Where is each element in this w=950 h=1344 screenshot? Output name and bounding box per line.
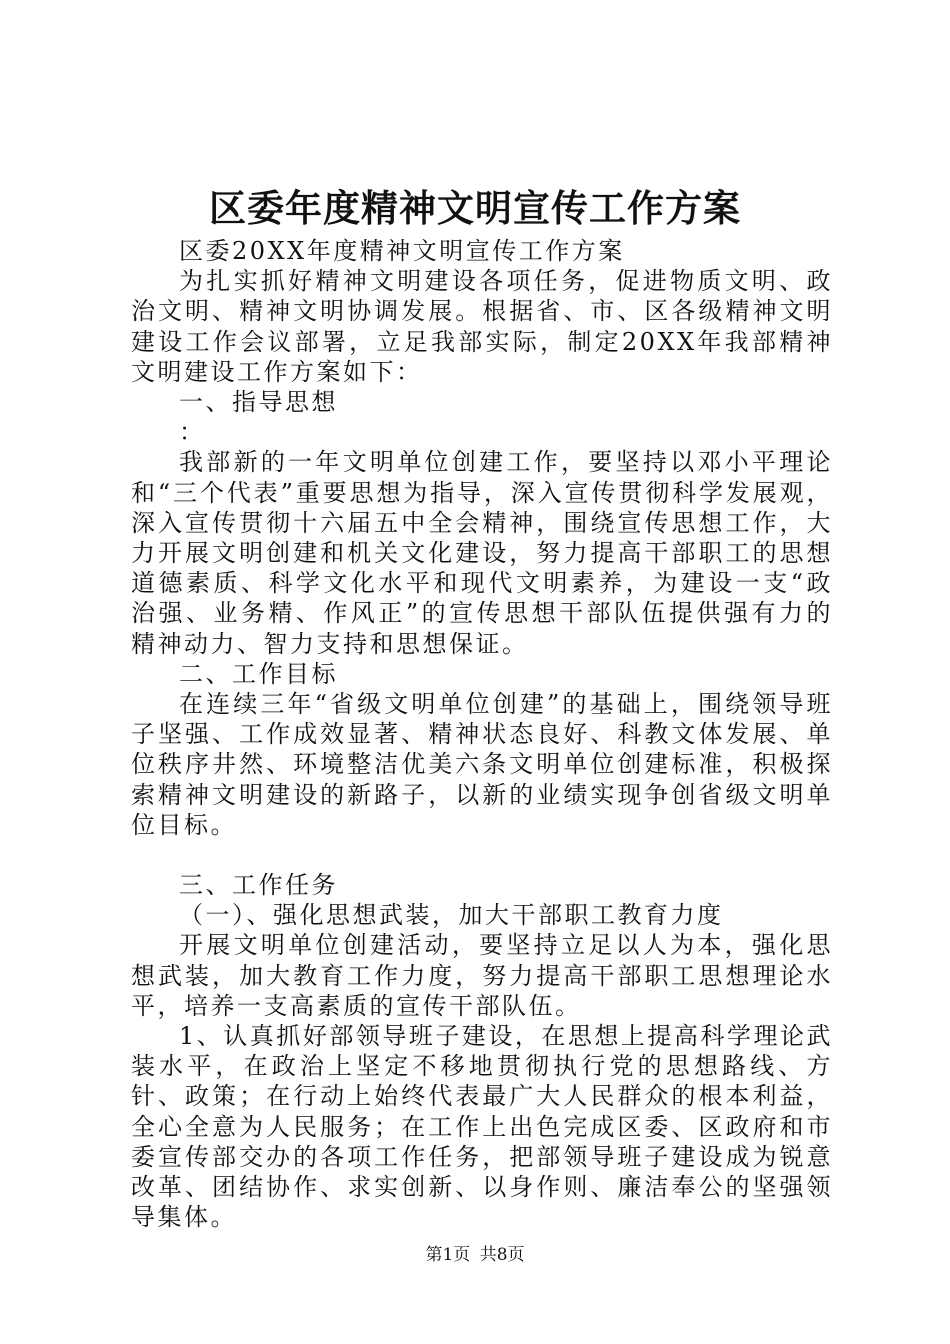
goals-paragraph: 在连续三年“省级文明单位创建”的基础上，围绕领导班子坚强、工作成效显著、精神状态良好、科教文体发展、单位秩序井然、环境整洁优美六条文明单位创建标准，积极探索精神文明建设的新路子，以新的业绩实现争创省级文明单位目标。 [131,690,833,839]
section-heading-goals: 二、工作目标 [179,659,338,688]
colon-line: ： [179,418,206,447]
page-number: 第1页 [425,1245,471,1265]
subsection-heading-1: （一）、强化思想武装，加大干部职工教育力度 [179,901,724,930]
blank-line [131,840,833,870]
intro-paragraph: 为扎实抓好精神文明建设各项任务，促进物质文明、政治文明、精神文明协调发展。根据省、市、区各级精神文明建设工作会议部署，立足我部实际，制定20XX年我部精神文明建设工作方案如下： [131,267,833,386]
tasks-paragraph: 开展文明单位创建活动，要坚持立足以人为本，强化思想武装，加大教育工作力度，努力提高干部职工思想理论水平，培养一支高素质的宣传干部队伍。 [131,931,833,1020]
task-item-1: 1、认真抓好部领导班子建设，在思想上提高科学理论武装水平，在政治上坚定不移地贯彻执行党的思想路线、方针、政策；在行动上始终代表最广大人民群众的根本利益，全心全意为人民服务；在工作上出色完成区委、区政府和市委宣传部交办的各项工作任务，把部领导班子建设成为锐意改革、团结协作、求实创新、以身作则、廉洁奉公的坚强领导集体。 [131,1022,833,1232]
page-footer [0,1243,950,1267]
subtitle-line: 区委20XX年度精神文明宣传工作方案 [179,237,625,265]
section-heading-tasks: 三、工作任务 [179,871,338,900]
document-title: 区委年度精神文明宣传工作方案 [209,186,741,230]
page-total: 共8页 [479,1245,525,1265]
section-heading-guiding: 一、指导思想 [179,388,338,417]
guiding-paragraph: 我部新的一年文明单位创建工作，要坚持以邓小平理论和“三个代表”重要思想为指导，深入宣传贯彻科学发展观，深入宣传贯彻十六届五中全会精神，围绕宣传思想工作，大力开展文明创建和机关文化建设，努力提高干部职工的思想道德素质、科学文化水平和现代文明素养，为建设一支“政治强、业务精、作风正”的宣传思想干部队伍提供强有力的精神动力、智力支持和思想保证。 [131,448,833,658]
document-body [131,236,833,1233]
